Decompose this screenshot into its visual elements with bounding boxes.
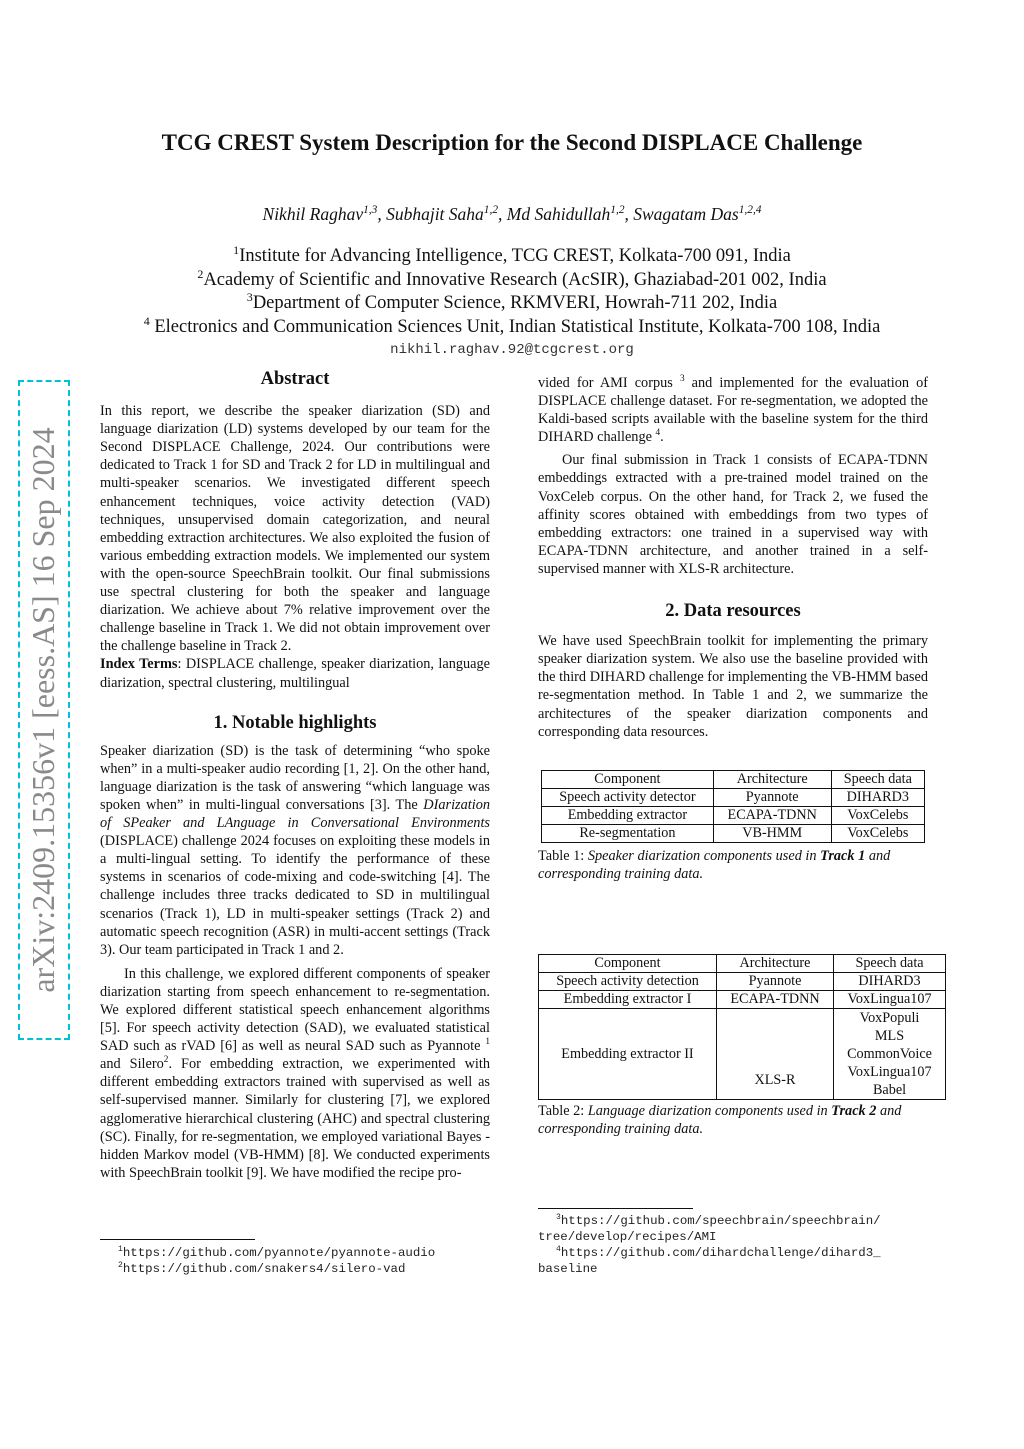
author-sup: 1,2,4 xyxy=(738,204,762,217)
author-name: Subhajit Saha xyxy=(386,204,484,224)
table-header-cell: Component xyxy=(539,955,717,973)
table-cell: ECAPA-TDNN xyxy=(716,991,833,1009)
table-row xyxy=(539,973,946,991)
table-row xyxy=(542,825,925,843)
section1-heading: 1. Notable highlights xyxy=(213,712,377,733)
left-column xyxy=(100,370,490,1182)
arxiv-identifier: arXiv:2409.15356v1 [eess.AS] 16 Sep 2024 xyxy=(18,380,70,1040)
index-terms xyxy=(100,655,490,691)
contact-email[interactable]: nikhil.raghav.92@tcgcrest.org xyxy=(390,342,634,358)
caption-label: Table 1: xyxy=(538,848,588,864)
table-cell: DIHARD3 xyxy=(834,973,946,991)
table-cell-datasets xyxy=(834,1009,946,1100)
caption-text: Language diarization components used in xyxy=(587,1103,832,1119)
footnote-number: 1 xyxy=(118,1244,123,1254)
footnote-ref[interactable]: 3 xyxy=(679,374,685,385)
footnote-ref[interactable]: 4 xyxy=(655,428,661,439)
text-run: (DISPLACE) challenge 2024 focuses on exploiting these models in a multi-lingual setting. To identify the performance of these systems in scenarios of code-mixing and code-switching [4]. The challenge includes three tracks dedicated to SD in multilingual scenarios (Track 1), LD in multi-speaker settings (Track 2) and automatic speech recognition (ASR) in multi-accent settings (Track 3). Our team participated in Track 1 and 2. xyxy=(100,833,490,958)
table-cell: Pyannote xyxy=(713,789,831,807)
author-sup: 1,2 xyxy=(483,204,498,217)
table-cell: Speech activity detector xyxy=(542,789,714,807)
footnote-number: 2 xyxy=(118,1260,123,1270)
footnote-url-continued[interactable]: baseline xyxy=(538,1262,598,1276)
affiliation-list xyxy=(0,242,1024,339)
affiliation-sup: 4 xyxy=(143,313,150,328)
table-cell: VoxCelebs xyxy=(831,807,924,825)
right-column xyxy=(538,374,928,741)
footnote-ref[interactable]: 2 xyxy=(163,1055,169,1066)
footnotes-right xyxy=(538,1213,881,1277)
affiliation-text: Academy of Scientific and Innovative Research (AcSIR), Ghaziabad-201 002, India xyxy=(203,269,827,290)
author-name: Swagatam Das xyxy=(633,204,739,224)
text-run: vided for AMI corpus xyxy=(538,375,680,391)
footnote-url[interactable]: https://github.com/speechbrain/speechbrain/ xyxy=(560,1214,881,1228)
footnote-ref[interactable]: 1 xyxy=(485,1037,490,1048)
table-cell: Embedding extractor I xyxy=(539,991,717,1009)
section2-heading: 2. Data resources xyxy=(665,601,801,622)
table-header-row xyxy=(539,955,946,973)
footnotes-left xyxy=(118,1245,435,1277)
section1-paragraph xyxy=(100,965,490,1182)
table-cell: VoxLingua107 xyxy=(834,991,946,1009)
footnote-url[interactable]: https://github.com/pyannote/pyannote-audio xyxy=(122,1246,436,1260)
index-terms-label: Index Terms xyxy=(100,656,178,673)
table-cell: VoxCelebs xyxy=(831,825,924,843)
dataset-name: Babel xyxy=(872,1082,907,1098)
text-run: Speaker diarization (SD) is the task of determining “who spoke when” in a multi-speaker audio recording [1, 2]. On the other hand, language diarization is the task of answering “which language was spoken when” in multi-lingual conversations [3]. The xyxy=(100,742,490,813)
author-name: Nikhil Raghav xyxy=(262,204,364,224)
footnote-rule xyxy=(538,1208,693,1209)
dataset-name: VoxLingua107 xyxy=(847,1064,932,1080)
table-header-cell: Speech data xyxy=(831,771,924,789)
paragraph: Our final submission in Track 1 consists of ECAPA-TDNN embeddings extracted with a pre-trained model trained on the VoxCeleb corpus. On the other hand, for Track 2, we fused the affinity scores obtained with embeddings from two types of embedding extractors: one trained in a supervised way with ECAPA-TDNN architecture, and another trained in a self-supervised manner with XLS-R architecture. xyxy=(538,452,928,577)
abstract-text: In this report, we describe the speaker diarization (SD) and language diarization (LD) systems developed by our team for the Second DISPLACE Challenge, 2024. Our contributions were dedicated to Track 1 for SD and Track 2 for LD in multilingual and multi-speaker scenarios. We investigated different speech enhancement techniques, voice activity detection (VAD) techniques, unsupervised domain categorization, and neural embedding extraction architectures. We also exploited the fusion of various embedding extraction models. We implemented our system with the open-source SpeechBrain toolkit. Our final submissions use spectral clustering for both the speaker and language diarization. We achieve about 7% relative improvement over the challenge baseline in Track 1. We did not obtain improvement over the challenge baseline in Track 2. xyxy=(100,403,490,655)
table-1 xyxy=(541,770,925,843)
table-row xyxy=(539,1009,946,1100)
table-header-cell: Component xyxy=(542,771,714,789)
table-header-cell: Architecture xyxy=(713,771,831,789)
footnote-rule xyxy=(100,1239,255,1240)
affiliation xyxy=(0,266,1024,293)
footnote-url[interactable]: https://github.com/snakers4/silero-vad xyxy=(122,1262,406,1276)
footnote[interactable] xyxy=(118,1261,435,1277)
table-cell: DIHARD3 xyxy=(831,789,924,807)
affiliation-text: Department of Computer Science, RKMVERI, Howrah-711 202, India xyxy=(252,293,778,313)
affiliation xyxy=(0,289,1024,316)
table-2 xyxy=(538,954,946,1100)
footnote-url[interactable]: https://github.com/dihardchallenge/dihard3_ xyxy=(560,1246,881,1260)
index-terms-text: : DISPLACE challenge, speaker diarization, language diarization, spectral clustering, multilingual xyxy=(100,656,490,691)
author-sup: 1,2 xyxy=(610,204,625,217)
section2-paragraph: We have used SpeechBrain toolkit for implementing the primary speaker diarization system. We also use the baseline provided with the third DIHARD challenge for implementing the VB-HMM based re-segmentation method. In Table 1 and 2, we summarize the architectures of the speaker diarization components and corresponding data resources. xyxy=(538,633,928,740)
affiliation-sup: 2 xyxy=(197,266,204,281)
text-run: and implemented for the evaluation of DISPLACE challenge dataset. For re-segmentation, we adopted the Kaldi-based scripts available with the baseline system for the third DIHARD challenge xyxy=(538,375,929,446)
table-2-caption xyxy=(538,1102,936,1138)
table-header-row xyxy=(542,771,925,789)
affiliation xyxy=(0,313,1024,340)
text-run: . xyxy=(660,429,664,446)
affiliation-text: Institute for Advancing Intelligence, TCG CREST, Kolkata-700 091, India xyxy=(239,246,791,266)
dataset-name: VoxPopuli xyxy=(859,1010,920,1026)
table-cell: Pyannote xyxy=(716,973,833,991)
caption-label: Table 2: xyxy=(538,1103,588,1119)
caption-text: and corresponding training data. xyxy=(538,848,891,882)
abstract-heading: Abstract xyxy=(260,369,330,389)
text-run: . For embedding extraction, we experimented with different embedding extractors trained with supervised as well as self-supervised manner. Similarly for clustering [7], we explored agglomerative hierarchical clustering (AHC) and spectral clustering (SC). Finally, for re-segmentation, we employed variational Bayes - hidden Markov model (VB-HMM) [8]. We conducted experiments with SpeechBrain toolkit [9]. We have modified the recipe pro- xyxy=(100,1056,490,1181)
dataset-name: CommonVoice xyxy=(847,1046,932,1062)
table-cell: Re-segmentation xyxy=(542,825,714,843)
caption-text: and corresponding training data. xyxy=(538,1103,902,1137)
affiliation xyxy=(0,242,1024,269)
footnote[interactable] xyxy=(538,1213,881,1229)
table-1-caption xyxy=(538,847,930,883)
author-sup: 1,3 xyxy=(363,204,378,217)
footnote[interactable] xyxy=(538,1245,881,1261)
footnote-url-continued[interactable]: tree/develop/recipes/AMI xyxy=(538,1230,717,1244)
table-cell: Embedding extractor II xyxy=(539,1009,717,1100)
footnote-number: 4 xyxy=(556,1244,561,1254)
caption-track: Track 2 xyxy=(831,1103,877,1119)
table-cell: Embedding extractor xyxy=(542,807,714,825)
challenge-full-name: DIarization of SPeaker and LAnguage in Conversational Environments xyxy=(100,796,490,832)
footnote[interactable] xyxy=(118,1245,435,1261)
affiliation-sup: 3 xyxy=(246,289,253,304)
table-header-cell: Architecture xyxy=(716,955,833,973)
table-cell: VB-HMM xyxy=(713,825,831,843)
affiliation-text: Electronics and Communication Sciences Unit, Indian Statistical Institute, Kolkata-700 108, India xyxy=(149,316,881,337)
caption-track: Track 1 xyxy=(820,848,866,864)
paper-title: TCG CREST System Description for the Second DISPLACE Challenge xyxy=(161,130,863,155)
table-row xyxy=(539,991,946,1009)
dataset-name: MLS xyxy=(874,1028,905,1044)
author-list: Nikhil Raghav$^{1,3}$, Subhajit Saha$^{1,2}$, Md Sahidullah$^{1,2}$, Swagatam Das$^{1,2,4}$ xyxy=(262,204,762,224)
table-cell: Speech activity detection xyxy=(539,973,717,991)
footnote-number: 3 xyxy=(556,1212,561,1222)
paragraph xyxy=(538,374,928,446)
section1-paragraph xyxy=(100,742,490,959)
table-cell: ECAPA-TDNN xyxy=(713,807,831,825)
text-run: and Silero xyxy=(100,1056,164,1073)
table-row xyxy=(542,789,925,807)
text-run: In this challenge, we explored different components of speaker diarization starting from speech enhancement to re-segmentation. We explored different statistical speech enhancement algorithms [5]. For speech activity detection (SAD), we evaluated statistical SAD such as rVAD [6] as well as neural SAD such as Pyannote xyxy=(100,965,490,1055)
author-name: Md Sahidullah xyxy=(506,204,611,224)
table-cell: XLS-R xyxy=(716,1009,833,1100)
table-header-cell: Speech data xyxy=(834,955,946,973)
table-row xyxy=(542,807,925,825)
affiliation-sup: 1 xyxy=(233,242,240,257)
caption-text: Speaker diarization components used in xyxy=(587,848,821,864)
